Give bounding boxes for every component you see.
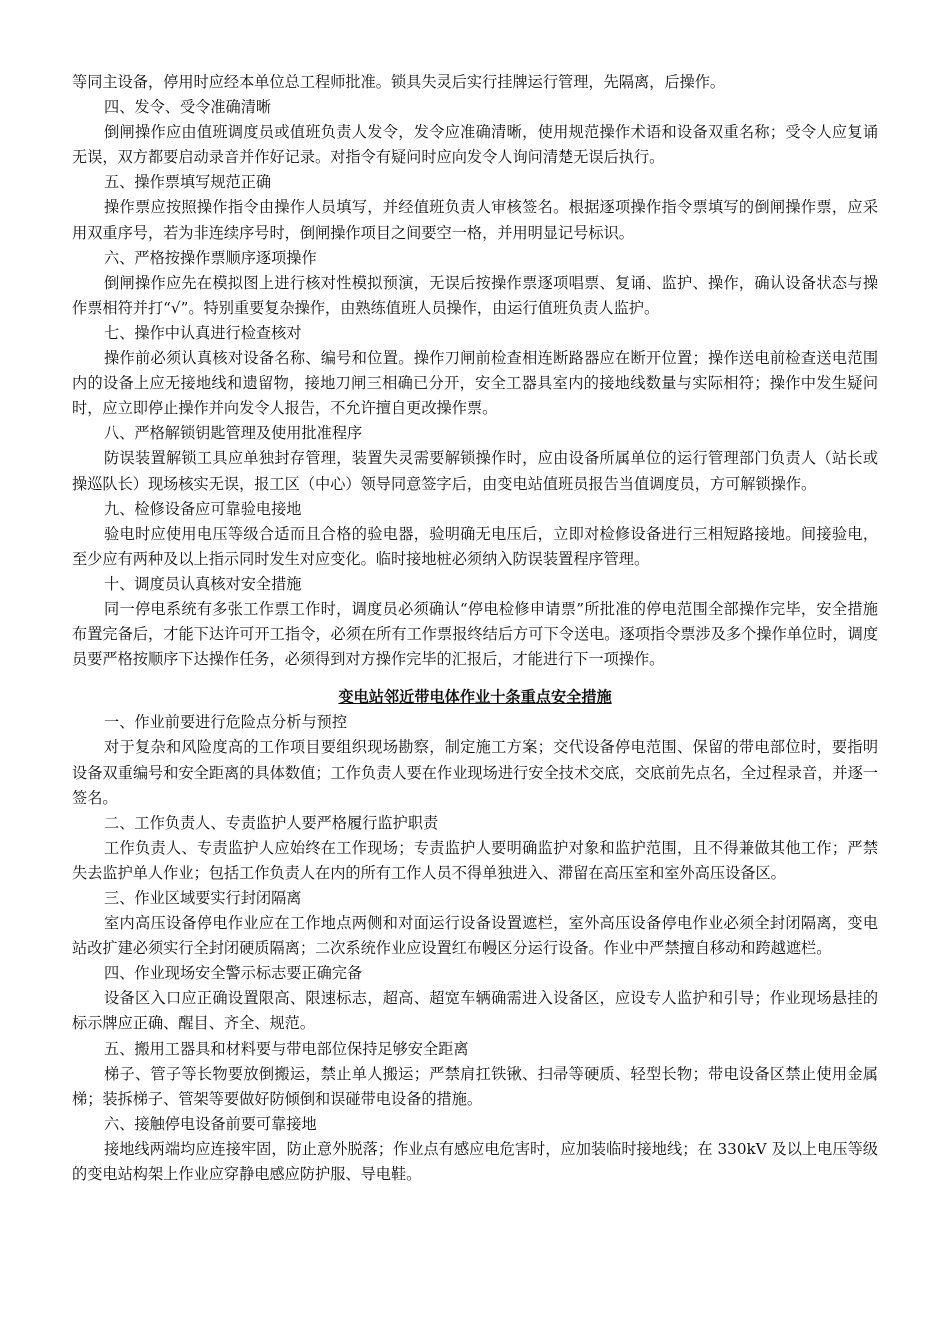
section-heading: 四、作业现场安全警示标志要正确完备 [104, 964, 363, 983]
section-heading: 六、接触停电设备前要可靠接地 [104, 1114, 317, 1133]
section-heading: 十、调度员认真核对安全措施 [104, 574, 302, 593]
section-live-work-measures [72, 710, 878, 1187]
paragraph: 同一停电系统有多张工作票工作时，调度员必须确认“停电检修申请票”所批准的停电范围全部操作完毕，安全措施布置完备后，才能下达许可开工指令，必须在所有工作票报终结后方可下令送电。逐项指令票涉及多个操作单位时，调度员要严格按顺序下达操作任务，必须得到对方操作完毕的汇报后，才能进行下一项操作。 [72, 599, 878, 669]
paragraph: 设备区入口应正确设置限高、限速标志，超高、超宽车辆确需进入设备区，应设专人监护和引导；作业现场悬挂的标示牌应正确、醒目、齐全、规范。 [72, 989, 878, 1033]
paragraph: 验电时应使用电压等级合适而且合格的验电器，验明确无电压后，立即对检修设备进行三相短路接地。间接验电，至少应有两种及以上指示同时发生对应变化。临时接地桩必须纳入防误装置程序管理。 [72, 524, 878, 568]
paragraph: 室内高压设备停电作业应在工作地点两侧和对面运行设备设置遮栏，室外高压设备停电作业必须全封闭隔离，变电站改扩建必须实行全封闭硬质隔离；二次系统作业应设置红布幔区分运行设备。作业中严禁擅自移动和跨越遮栏。 [72, 914, 878, 958]
section-heading: 七、操作中认真进行检查核对 [104, 323, 302, 342]
section-heading: 四、发令、受令准确清晰 [104, 98, 272, 117]
paragraph: 倒闸操作应由值班调度员或值班负责人发令，发令应准确清晰，使用规范操作术语和设备双重名称；受令人应复诵无误，双方都要启动录音并作好记录。对指令有疑问时应向发令人询问清楚无误后执行。 [72, 123, 878, 167]
section-heading: 二、工作负责人、专责监护人要严格履行监护职责 [104, 813, 439, 832]
section-heading: 九、检修设备应可靠验电接地 [104, 499, 302, 518]
paragraph: 倒闸操作应先在模拟图上进行核对性模拟预演，无误后按操作票逐项唱票、复诵、监护、操作，确认设备状态与操作票相符并打“√”。特别重要复杂操作，由熟练值班人员操作，由运行值班负责人监护。 [72, 273, 878, 317]
section-heading: 三、作业区域要实行封闭隔离 [104, 889, 302, 907]
section-operation-rules [72, 70, 878, 672]
paragraph: 操作票应按照操作指令由操作人员填写，并经值班负责人审核签名。根据逐项操作指令票填写的倒闸操作票，应采用双重序号，若为非连续序号时，倒闸操作项目之间要空一格，并用明显记号标识。 [72, 198, 878, 242]
section-heading: 六、严格按操作票顺序逐项操作 [104, 248, 317, 267]
paragraph: 等同主设备，停用时应经本单位总工程师批准。锁具失灵后实行挂牌运行管理，先隔离，后操作。 [72, 73, 726, 91]
section-title: 变电站邻近带电体作业十条重点安全措施 [338, 688, 612, 707]
paragraph: 防误装置解锁工具应单独封存管理，装置失灵需要解锁操作时，应由设备所属单位的运行管理部门负责人（站长或操巡队长）现场核实无误，报工区（中心）领导同意签字后，由变电站值班员报告当值调度员，方可解锁操作。 [72, 449, 878, 493]
paragraph: 接地线两端均应连接牢固，防止意外脱落；作业点有感应电危害时，应加装临时接地线；在 330kV 及以上电压等级的变电站构架上作业应穿静电感应防护服、导电鞋。 [72, 1139, 878, 1184]
document-page [72, 70, 878, 1187]
section-heading: 八、严格解锁钥匙管理及使用批准程序 [104, 424, 363, 443]
section-heading: 五、搬用工器具和材料要与带电部位保持足够安全距离 [104, 1039, 469, 1058]
section-heading: 一、作业前要进行危险点分析与预控 [104, 713, 347, 732]
paragraph: 操作前必须认真核对设备名称、编号和位置。操作刀闸前检查相连断路器应在断开位置；操作送电前检查送电范围内的设备上应无接地线和遗留物，接地刀闸三相确已分开，安全工器具室内的接地线数量与实际相符；操作中发生疑问时，应立即停止操作并向发令人报告，不允许擅自更改操作票。 [72, 349, 878, 418]
paragraph: 梯子、管子等长物要放倒搬运，禁止单人搬运；严禁肩扛铁锹、扫帚等硬质、轻型长物；带电设备区禁止使用金属梯；装拆梯子、管架等要做好防倾倒和误碰带电设备的措施。 [72, 1064, 878, 1108]
section-heading: 五、操作票填写规范正确 [104, 173, 272, 192]
paragraph: 工作负责人、专责监护人应始终在工作现场；专责监护人要明确监护对象和监护范围，且不得兼做其他工作；严禁失去监护单人作业；包括工作负责人在内的所有工作人员不得单独进入、滞留在高压室和室外高压设备区。 [72, 838, 878, 882]
paragraph: 对于复杂和风险度高的工作项目要组织现场勘察，制定施工方案；交代设备停电范围、保留的带电部位时，要指明设备双重编号和安全距离的具体数值；工作负责人要在作业现场进行安全技术交底，交底前先点名，全过程录音，并逐一签名。 [72, 738, 878, 807]
